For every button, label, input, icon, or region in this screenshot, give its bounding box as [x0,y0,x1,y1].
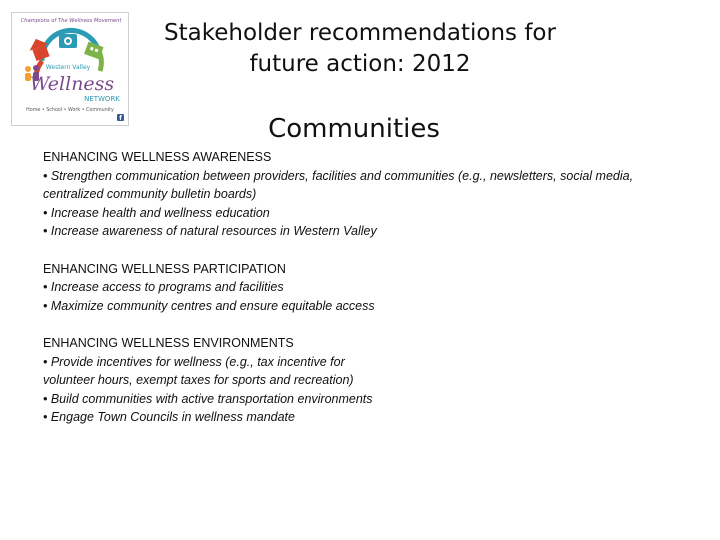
list-item: • Provide incentives for wellness (e.g., tax incentive for [43,354,345,369]
logo-graphic [12,13,130,127]
list-item: • Increase access to programs and facilities [43,280,284,295]
page-title-line-1: Stakeholder recommendations for [164,20,556,46]
house-icon [26,35,49,61]
recommendation-group-awareness [43,148,703,241]
recommendation-group-participation [43,260,703,316]
logo-brand-text: Wellness [29,73,115,95]
group-heading: ENHANCING WELLNESS PARTICIPATION [43,261,286,276]
group-heading: ENHANCING WELLNESS ENVIRONMENTS [43,335,294,350]
section-title: Communities [268,114,440,144]
list-item: • Build communities with active transportation environments [43,391,373,406]
list-item: • Maximize community centres and ensure equitable access [43,298,375,313]
logo-tagline-text: Home • School • Work • Community [26,108,114,113]
svg-text:f: f [119,115,122,122]
list-item: • Increase awareness of natural resources in Western Valley [43,224,377,239]
recommendation-group-environments [43,334,703,427]
logo-network-text: NETWORK [84,95,120,103]
list-item: • Strengthen communication between providers, facilities and communities (e.g., newsletters, social media, [43,168,634,183]
group-heading: ENHANCING WELLNESS AWARENESS [43,150,272,164]
page-title-line-2: future action: 2012 [249,51,471,77]
list-item: volunteer hours, exempt taxes for sports and recreation) [43,373,354,388]
logo-top-text: Champions of The Wellness Movement [20,18,122,24]
logo-region-text: Western Valley [45,64,91,71]
facebook-icon [117,114,124,122]
recommendations-content [43,148,703,446]
school-icon [59,34,77,48]
list-item: • Engage Town Councils in wellness mandate [43,410,295,425]
list-item: centralized community bulletin boards) [43,187,257,202]
wellness-network-logo [11,12,129,126]
list-item: • Increase health and wellness education [43,205,270,220]
page-title [140,18,580,80]
